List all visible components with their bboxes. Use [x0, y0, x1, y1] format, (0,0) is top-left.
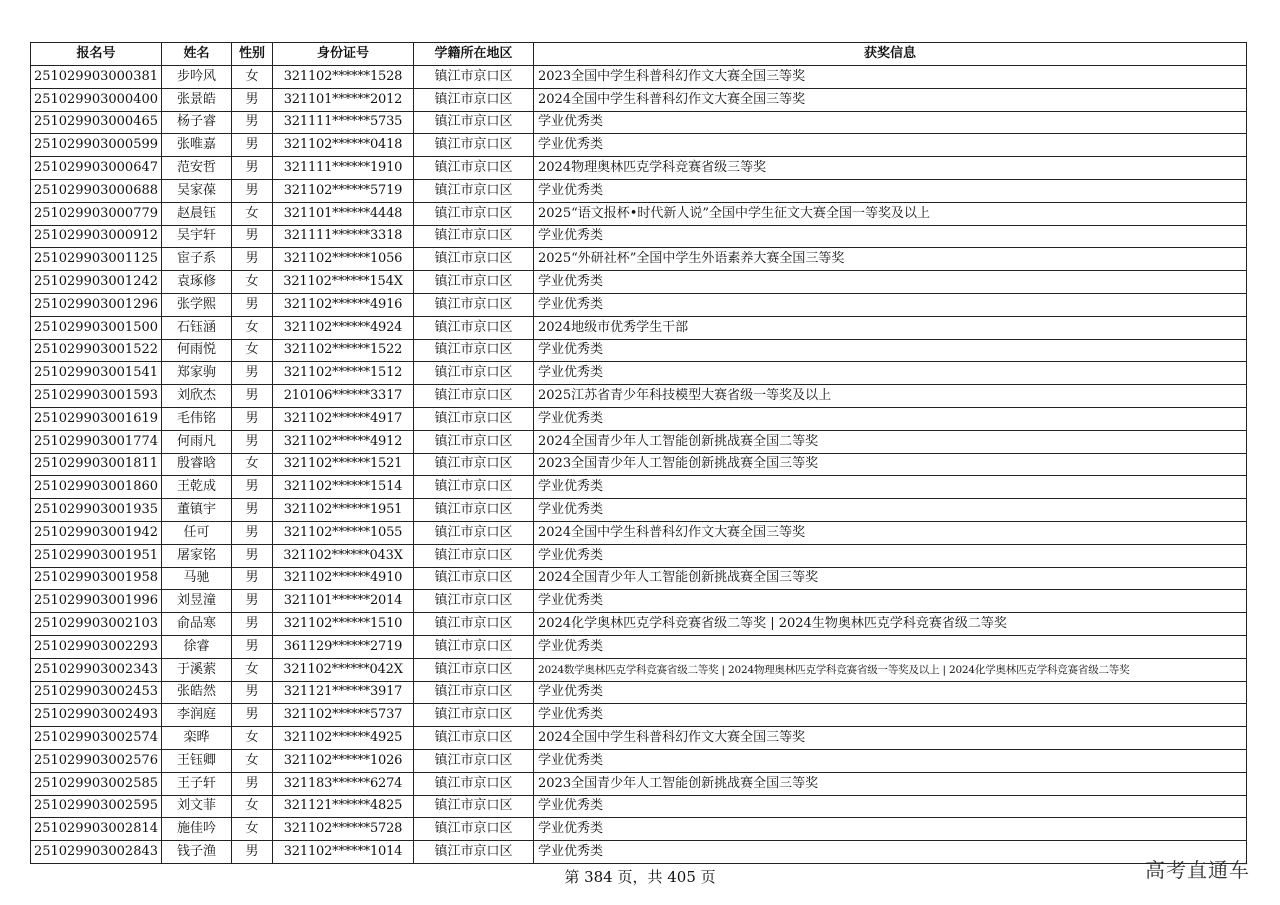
cell-award-info: 2024化学奥林匹克学科竞赛省级二等奖 | 2024生物奥林匹克学科竞赛省级二等奖 — [534, 613, 1247, 636]
cell-name: 宦子系 — [162, 248, 232, 271]
cell-name: 张学熙 — [162, 293, 232, 316]
cell-gender: 女 — [232, 316, 273, 339]
table-row — [31, 88, 1247, 111]
cell-name: 任可 — [162, 521, 232, 544]
cell-name: 于溪萦 — [162, 658, 232, 681]
cell-id-number: 321102******4917 — [273, 407, 414, 430]
table-row — [31, 430, 1247, 453]
award-roster-table — [30, 42, 1247, 864]
cell-region: 镇江市京口区 — [414, 499, 534, 522]
cell-id-number: 321102******4925 — [273, 727, 414, 750]
cell-name: 石钰涵 — [162, 316, 232, 339]
table-row — [31, 499, 1247, 522]
cell-id-number: 361129******2719 — [273, 635, 414, 658]
cell-registration-no: 251029903001242 — [31, 271, 162, 294]
table-row — [31, 841, 1247, 864]
cell-award-info: 2024物理奥林匹克学科竞赛省级三等奖 — [534, 157, 1247, 180]
cell-id-number: 321102******1055 — [273, 521, 414, 544]
cell-award-info: 2024全国中学生科普科幻作文大赛全国三等奖 — [534, 727, 1247, 750]
cell-award-info: 2025“外研社杯”全国中学生外语素养大赛全国三等奖 — [534, 248, 1247, 271]
cell-name: 刘欣杰 — [162, 385, 232, 408]
cell-gender: 男 — [232, 635, 273, 658]
table-row — [31, 749, 1247, 772]
cell-award-info: 学业优秀类 — [534, 818, 1247, 841]
cell-region: 镇江市京口区 — [414, 134, 534, 157]
cell-name: 吴宇轩 — [162, 225, 232, 248]
cell-gender: 男 — [232, 499, 273, 522]
cell-name: 范安哲 — [162, 157, 232, 180]
table-row — [31, 567, 1247, 590]
cell-name: 郑家驹 — [162, 362, 232, 385]
cell-id-number: 321102******4916 — [273, 293, 414, 316]
cell-gender: 男 — [232, 590, 273, 613]
cell-id-number: 321102******4910 — [273, 567, 414, 590]
cell-id-number: 321111******1910 — [273, 157, 414, 180]
cell-id-number: 321183******6274 — [273, 772, 414, 795]
cell-gender: 男 — [232, 613, 273, 636]
cell-award-info: 学业优秀类 — [534, 339, 1247, 362]
table-row — [31, 635, 1247, 658]
cell-name: 刘昱潼 — [162, 590, 232, 613]
cell-registration-no: 251029903000465 — [31, 111, 162, 134]
cell-gender: 女 — [232, 453, 273, 476]
cell-award-info: 2024全国中学生科普科幻作文大赛全国三等奖 — [534, 88, 1247, 111]
cell-registration-no: 251029903001996 — [31, 590, 162, 613]
cell-gender: 女 — [232, 658, 273, 681]
cell-name: 施佳吟 — [162, 818, 232, 841]
table-row — [31, 818, 1247, 841]
cell-region: 镇江市京口区 — [414, 841, 534, 864]
cell-gender: 男 — [232, 179, 273, 202]
cell-id-number: 321102******1521 — [273, 453, 414, 476]
cell-award-info: 学业优秀类 — [534, 704, 1247, 727]
cell-registration-no: 251029903001619 — [31, 407, 162, 430]
cell-gender: 男 — [232, 385, 273, 408]
cell-award-info: 学业优秀类 — [534, 134, 1247, 157]
cell-name: 刘文菲 — [162, 795, 232, 818]
cell-award-info: 学业优秀类 — [534, 544, 1247, 567]
watermark-text: 高考直通车 — [1145, 858, 1250, 882]
cell-region: 镇江市京口区 — [414, 704, 534, 727]
cell-award-info: 2024全国中学生科普科幻作文大赛全国三等奖 — [534, 521, 1247, 544]
cell-id-number: 321101******4448 — [273, 202, 414, 225]
table-row — [31, 453, 1247, 476]
cell-gender: 男 — [232, 293, 273, 316]
cell-gender: 男 — [232, 521, 273, 544]
cell-region: 镇江市京口区 — [414, 157, 534, 180]
cell-region: 镇江市京口区 — [414, 111, 534, 134]
cell-name: 殷睿晗 — [162, 453, 232, 476]
cell-gender: 男 — [232, 544, 273, 567]
cell-id-number: 321111******5735 — [273, 111, 414, 134]
table-row — [31, 727, 1247, 750]
cell-registration-no: 251029903001951 — [31, 544, 162, 567]
cell-gender: 男 — [232, 476, 273, 499]
cell-region: 镇江市京口区 — [414, 658, 534, 681]
cell-award-info: 2025江苏省青少年科技模型大赛省级一等奖及以上 — [534, 385, 1247, 408]
cell-region: 镇江市京口区 — [414, 385, 534, 408]
cell-gender: 女 — [232, 202, 273, 225]
cell-region: 镇江市京口区 — [414, 225, 534, 248]
cell-region: 镇江市京口区 — [414, 681, 534, 704]
table-row — [31, 544, 1247, 567]
table-row — [31, 111, 1247, 134]
cell-id-number: 321102******1528 — [273, 66, 414, 89]
cell-id-number: 321102******043X — [273, 544, 414, 567]
cell-name: 屠家铭 — [162, 544, 232, 567]
cell-registration-no: 251029903000779 — [31, 202, 162, 225]
cell-registration-no: 251029903001593 — [31, 385, 162, 408]
cell-gender: 男 — [232, 681, 273, 704]
cell-award-info: 学业优秀类 — [534, 271, 1247, 294]
cell-name: 徐睿 — [162, 635, 232, 658]
header-region: 学籍所在地区 — [414, 43, 534, 66]
cell-registration-no: 251029903001811 — [31, 453, 162, 476]
table-row — [31, 271, 1247, 294]
cell-registration-no: 251029903002453 — [31, 681, 162, 704]
cell-id-number: 321101******2014 — [273, 590, 414, 613]
cell-id-number: 321102******0418 — [273, 134, 414, 157]
cell-name: 赵晨钰 — [162, 202, 232, 225]
table-row — [31, 681, 1247, 704]
cell-award-info: 学业优秀类 — [534, 841, 1247, 864]
cell-region: 镇江市京口区 — [414, 521, 534, 544]
table-row — [31, 293, 1247, 316]
cell-region: 镇江市京口区 — [414, 271, 534, 294]
cell-gender: 男 — [232, 430, 273, 453]
cell-name: 王钰卿 — [162, 749, 232, 772]
cell-region: 镇江市京口区 — [414, 88, 534, 111]
cell-name: 董镇宇 — [162, 499, 232, 522]
cell-name: 钱子渔 — [162, 841, 232, 864]
cell-region: 镇江市京口区 — [414, 293, 534, 316]
cell-registration-no: 251029903002814 — [31, 818, 162, 841]
table-row — [31, 476, 1247, 499]
cell-registration-no: 251029903002293 — [31, 635, 162, 658]
cell-gender: 女 — [232, 271, 273, 294]
cell-id-number: 321102******5737 — [273, 704, 414, 727]
cell-registration-no: 251029903001860 — [31, 476, 162, 499]
cell-award-info: 学业优秀类 — [534, 225, 1247, 248]
cell-id-number: 321102******4912 — [273, 430, 414, 453]
cell-id-number: 321102******1951 — [273, 499, 414, 522]
cell-id-number: 210106******3317 — [273, 385, 414, 408]
cell-registration-no: 251029903001522 — [31, 339, 162, 362]
table-row — [31, 385, 1247, 408]
cell-region: 镇江市京口区 — [414, 590, 534, 613]
table-row — [31, 362, 1247, 385]
cell-name: 杨子睿 — [162, 111, 232, 134]
cell-award-info: 2024地级市优秀学生干部 — [534, 316, 1247, 339]
cell-award-info: 2024数学奥林匹克学科竞赛省级二等奖 | 2024物理奥林匹克学科竞赛省级一等奖及以上 | 2024化学奥林匹克学科竞赛省级二等奖 — [534, 658, 1247, 681]
cell-name: 袁琢修 — [162, 271, 232, 294]
cell-id-number: 321102******1056 — [273, 248, 414, 271]
cell-id-number: 321102******4924 — [273, 316, 414, 339]
cell-registration-no: 251029903000647 — [31, 157, 162, 180]
cell-registration-no: 251029903001296 — [31, 293, 162, 316]
table-row — [31, 157, 1247, 180]
cell-gender: 女 — [232, 727, 273, 750]
cell-name: 栾晔 — [162, 727, 232, 750]
cell-name: 何雨凡 — [162, 430, 232, 453]
cell-name: 马驰 — [162, 567, 232, 590]
cell-name: 步吟风 — [162, 66, 232, 89]
cell-region: 镇江市京口区 — [414, 818, 534, 841]
table-header — [31, 43, 1247, 66]
cell-award-info: 2023全国中学生科普科幻作文大赛全国三等奖 — [534, 66, 1247, 89]
cell-registration-no: 251029903002103 — [31, 613, 162, 636]
table-row — [31, 772, 1247, 795]
cell-name: 张唯嘉 — [162, 134, 232, 157]
cell-name: 吴家葆 — [162, 179, 232, 202]
cell-name: 毛伟铭 — [162, 407, 232, 430]
cell-gender: 女 — [232, 795, 273, 818]
cell-award-info: 2023全国青少年人工智能创新挑战赛全国三等奖 — [534, 453, 1247, 476]
cell-name: 王子轩 — [162, 772, 232, 795]
cell-gender: 男 — [232, 407, 273, 430]
table-row — [31, 339, 1247, 362]
cell-registration-no: 251029903001774 — [31, 430, 162, 453]
cell-gender: 男 — [232, 772, 273, 795]
cell-id-number: 321102******1522 — [273, 339, 414, 362]
cell-region: 镇江市京口区 — [414, 476, 534, 499]
table-row — [31, 316, 1247, 339]
cell-id-number: 321102******1026 — [273, 749, 414, 772]
cell-registration-no: 251029903002576 — [31, 749, 162, 772]
cell-registration-no: 251029903000400 — [31, 88, 162, 111]
cell-registration-no: 251029903000599 — [31, 134, 162, 157]
cell-gender: 男 — [232, 362, 273, 385]
cell-region: 镇江市京口区 — [414, 407, 534, 430]
cell-region: 镇江市京口区 — [414, 772, 534, 795]
cell-gender: 女 — [232, 818, 273, 841]
cell-region: 镇江市京口区 — [414, 544, 534, 567]
cell-id-number: 321102******1510 — [273, 613, 414, 636]
cell-award-info: 学业优秀类 — [534, 362, 1247, 385]
cell-region: 镇江市京口区 — [414, 362, 534, 385]
cell-region: 镇江市京口区 — [414, 339, 534, 362]
table-row — [31, 521, 1247, 544]
cell-registration-no: 251029903002595 — [31, 795, 162, 818]
cell-gender: 男 — [232, 704, 273, 727]
cell-id-number: 321102******5719 — [273, 179, 414, 202]
cell-award-info: 学业优秀类 — [534, 681, 1247, 704]
cell-region: 镇江市京口区 — [414, 430, 534, 453]
cell-id-number: 321111******3318 — [273, 225, 414, 248]
cell-registration-no: 251029903001125 — [31, 248, 162, 271]
cell-award-info: 2024全国青少年人工智能创新挑战赛全国二等奖 — [534, 430, 1247, 453]
cell-award-info: 学业优秀类 — [534, 795, 1247, 818]
cell-award-info: 2025“语文报杯•时代新人说”全国中学生征文大赛全国一等奖及以上 — [534, 202, 1247, 225]
table-row — [31, 179, 1247, 202]
header-row — [31, 43, 1247, 66]
cell-registration-no: 251029903002574 — [31, 727, 162, 750]
cell-registration-no: 251029903002843 — [31, 841, 162, 864]
cell-id-number: 321102******5728 — [273, 818, 414, 841]
cell-name: 何雨悦 — [162, 339, 232, 362]
cell-id-number: 321102******1514 — [273, 476, 414, 499]
cell-region: 镇江市京口区 — [414, 727, 534, 750]
cell-region: 镇江市京口区 — [414, 749, 534, 772]
cell-registration-no: 251029903001935 — [31, 499, 162, 522]
table-row — [31, 407, 1247, 430]
cell-id-number: 321121******3917 — [273, 681, 414, 704]
cell-name: 王乾成 — [162, 476, 232, 499]
header-id-number: 身份证号 — [273, 43, 414, 66]
cell-id-number: 321102******154X — [273, 271, 414, 294]
cell-gender: 男 — [232, 134, 273, 157]
cell-region: 镇江市京口区 — [414, 635, 534, 658]
cell-region: 镇江市京口区 — [414, 795, 534, 818]
cell-name: 俞品寒 — [162, 613, 232, 636]
header-award-info: 获奖信息 — [534, 43, 1247, 66]
cell-region: 镇江市京口区 — [414, 453, 534, 476]
cell-registration-no: 251029903001942 — [31, 521, 162, 544]
cell-region: 镇江市京口区 — [414, 613, 534, 636]
cell-award-info: 学业优秀类 — [534, 293, 1247, 316]
cell-registration-no: 251029903000688 — [31, 179, 162, 202]
cell-award-info: 学业优秀类 — [534, 476, 1247, 499]
cell-gender: 女 — [232, 749, 273, 772]
cell-award-info: 学业优秀类 — [534, 179, 1247, 202]
header-gender: 性别 — [232, 43, 273, 66]
cell-award-info: 2023全国青少年人工智能创新挑战赛全国三等奖 — [534, 772, 1247, 795]
cell-gender: 男 — [232, 88, 273, 111]
cell-gender: 男 — [232, 111, 273, 134]
cell-registration-no: 251029903002493 — [31, 704, 162, 727]
cell-id-number: 321121******4825 — [273, 795, 414, 818]
cell-award-info: 学业优秀类 — [534, 499, 1247, 522]
cell-name: 张景皓 — [162, 88, 232, 111]
cell-award-info: 学业优秀类 — [534, 111, 1247, 134]
cell-gender: 男 — [232, 841, 273, 864]
cell-name: 张皓然 — [162, 681, 232, 704]
cell-region: 镇江市京口区 — [414, 316, 534, 339]
cell-id-number: 321101******2012 — [273, 88, 414, 111]
cell-id-number: 321102******042X — [273, 658, 414, 681]
table-row — [31, 613, 1247, 636]
cell-award-info: 学业优秀类 — [534, 407, 1247, 430]
cell-award-info: 学业优秀类 — [534, 590, 1247, 613]
cell-registration-no: 251029903001500 — [31, 316, 162, 339]
table-row — [31, 795, 1247, 818]
cell-award-info: 2024全国青少年人工智能创新挑战赛全国三等奖 — [534, 567, 1247, 590]
cell-registration-no: 251029903000912 — [31, 225, 162, 248]
table-body — [31, 66, 1247, 864]
cell-gender: 男 — [232, 567, 273, 590]
cell-registration-no: 251029903000381 — [31, 66, 162, 89]
cell-region: 镇江市京口区 — [414, 248, 534, 271]
cell-gender: 男 — [232, 157, 273, 180]
table-row — [31, 202, 1247, 225]
cell-gender: 男 — [232, 225, 273, 248]
cell-id-number: 321102******1014 — [273, 841, 414, 864]
cell-gender: 女 — [232, 66, 273, 89]
cell-region: 镇江市京口区 — [414, 66, 534, 89]
header-registration-no: 报名号 — [31, 43, 162, 66]
cell-region: 镇江市京口区 — [414, 179, 534, 202]
table-row — [31, 248, 1247, 271]
cell-registration-no: 251029903002585 — [31, 772, 162, 795]
table-row — [31, 134, 1247, 157]
table-row — [31, 225, 1247, 248]
cell-registration-no: 251029903001958 — [31, 567, 162, 590]
table-row — [31, 66, 1247, 89]
cell-id-number: 321102******1512 — [273, 362, 414, 385]
table-row — [31, 658, 1247, 681]
page-number: 第 384 页，共 405 页 — [564, 868, 716, 886]
cell-registration-no: 251029903001541 — [31, 362, 162, 385]
cell-region: 镇江市京口区 — [414, 202, 534, 225]
cell-award-info: 学业优秀类 — [534, 749, 1247, 772]
table-row — [31, 590, 1247, 613]
cell-name: 李润庭 — [162, 704, 232, 727]
cell-gender: 男 — [232, 248, 273, 271]
header-name: 姓名 — [162, 43, 232, 66]
cell-gender: 女 — [232, 339, 273, 362]
cell-award-info: 学业优秀类 — [534, 635, 1247, 658]
table-row — [31, 704, 1247, 727]
cell-registration-no: 251029903002343 — [31, 658, 162, 681]
cell-region: 镇江市京口区 — [414, 567, 534, 590]
